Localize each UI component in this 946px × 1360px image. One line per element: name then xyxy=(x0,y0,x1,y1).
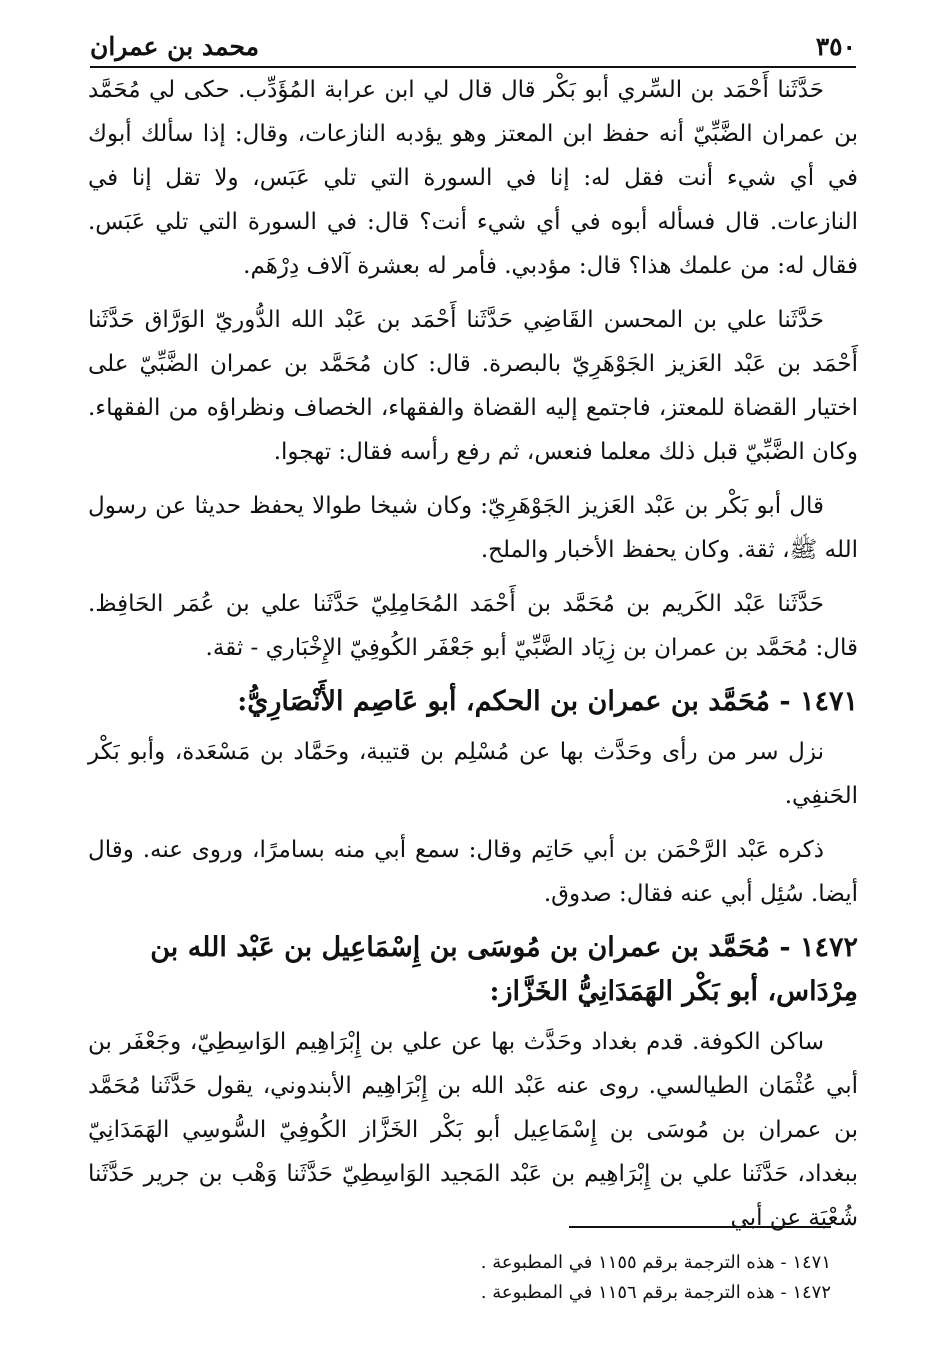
paragraph: حَدَّثَنا علي بن المحسن القَاضِي حَدَّثَنا أَحْمَد بن عَبْد الله الدُّوريّ الوَرَّاق حَدَّثَنا أَحْمَد بن عَبْد العَزيز الجَوْهَرِيّ بالبصرة. قال: كان مُحَمَّد بن عمران الضَّبِّيّ على اختيار القضاة للمعتز، فاجتمع إليه القضاة والفقهاء، الخصاف ونظراؤه من الفقهاء. وكان الضَّبِّيّ قبل ذلك معلما فنعس، ثم رفع رأسه فقال: تهجوا. xyxy=(88,307,858,465)
footnote-separator xyxy=(569,1226,831,1228)
footnote: ١٤٧١ - هذه الترجمة برقم ١١٥٥ في المطبوعة . xyxy=(480,1252,831,1273)
footnote: ١٤٧٢ - هذه الترجمة برقم ١١٥٦ في المطبوعة . xyxy=(480,1282,831,1303)
paragraph: حَدَّثَنا عَبْد الكَريم بن مُحَمَّد بن أَحْمَد المُحَامِلِيّ حَدَّثَنا علي بن عُمَر الحَافِظ. قال: مُحَمَّد بن عمران بن زِيَاد الضَّبِّيّ أبو جَعْفَر الكُوفِيّ الإِخْبَاري - ثقة. xyxy=(88,591,858,661)
page-header xyxy=(90,26,856,68)
paragraph: نزل سر من رأى وحَدَّث بها عن مُسْلِم بن قتيبة، وحَمَّاد بن مَسْعَدة، وأبو بَكْر الحَنفِي. xyxy=(88,739,858,809)
paragraph: قال أبو بَكْر بن عَبْد العَزيز الجَوْهَرِيّ: وكان شيخا طوالا يحفظ حديثا عن رسول الله ﷺ، ثقة. وكان يحفظ الأخبار والملح. xyxy=(88,493,858,563)
paragraph: ذكره عَبْد الرَّحْمَن بن أبي حَاتِم وقال: سمع أبي منه بسامرًا، وروى عنه. وقال أيضا. سُئِل أبي عنه فقال: صدوق. xyxy=(88,837,858,907)
entry-heading: ١٤٧١ - مُحَمَّد بن عمران بن الحكم، أبو عَاصِم الأَنْصَارِيُّ: xyxy=(237,686,858,717)
paragraph: ساكن الكوفة. قدم بغداد وحَدَّث بها عن علي بن إِبْرَاهِيم الوَاسِطِيّ، وجَعْفَر بن أبي عُثْمَان الطيالسي. روى عنه عَبْد الله بن إِبْرَاهِيم الأبندوني، يقول حَدَّثَنا مُحَمَّد بن عمران بن مُوسَى بن إِسْمَاعِيل أبو بَكْر الخَزَّاز الكُوفِيّ السُّوسِي الهَمَدَانِيّ ببغداد، حَدَّثَنا علي بن إِبْرَاهِيم بن عَبْد المَجيد الوَاسِطِيّ حَدَّثَنا وَهْب بن جرير حَدَّثَنا شُعْبَة عن أبي xyxy=(88,1029,858,1231)
footnotes xyxy=(88,1248,831,1308)
entry-heading: ١٤٧٢ - مُحَمَّد بن عمران بن مُوسَى بن إِسْمَاعِيل بن عَبْد الله بن مِرْدَاس، أبو بَكْر الهَمَدَانِيُّ الخَزَّاز: xyxy=(150,932,858,1007)
running-title: محمد بن عمران xyxy=(90,31,259,61)
page-body xyxy=(88,68,858,1250)
paragraph: حَدَّثَنا أَحْمَد بن السِّري أبو بَكْر قال قال لي ابن عرابة المُؤَدِّب. حكى لي مُحَمَّد بن عمران الضَّبِّيّ أنه حفظ ابن المعتز وهو يؤدبه النازعات، وقال: إذا سألك أبوك في أي شيء أنت فقل له: إنا في السورة التي تلي عَبَس، ولا تقل إنا في النازعات. قال فسأله أبوه في أي شيء أنت؟ قال: في السورة التي تلي عَبَس. فقال له: من علمك هذا؟ قال: مؤدبي. فأمر له بعشرة آلاف دِرْهَم. xyxy=(88,77,858,279)
page-number: ٣٥٠ xyxy=(815,31,856,61)
